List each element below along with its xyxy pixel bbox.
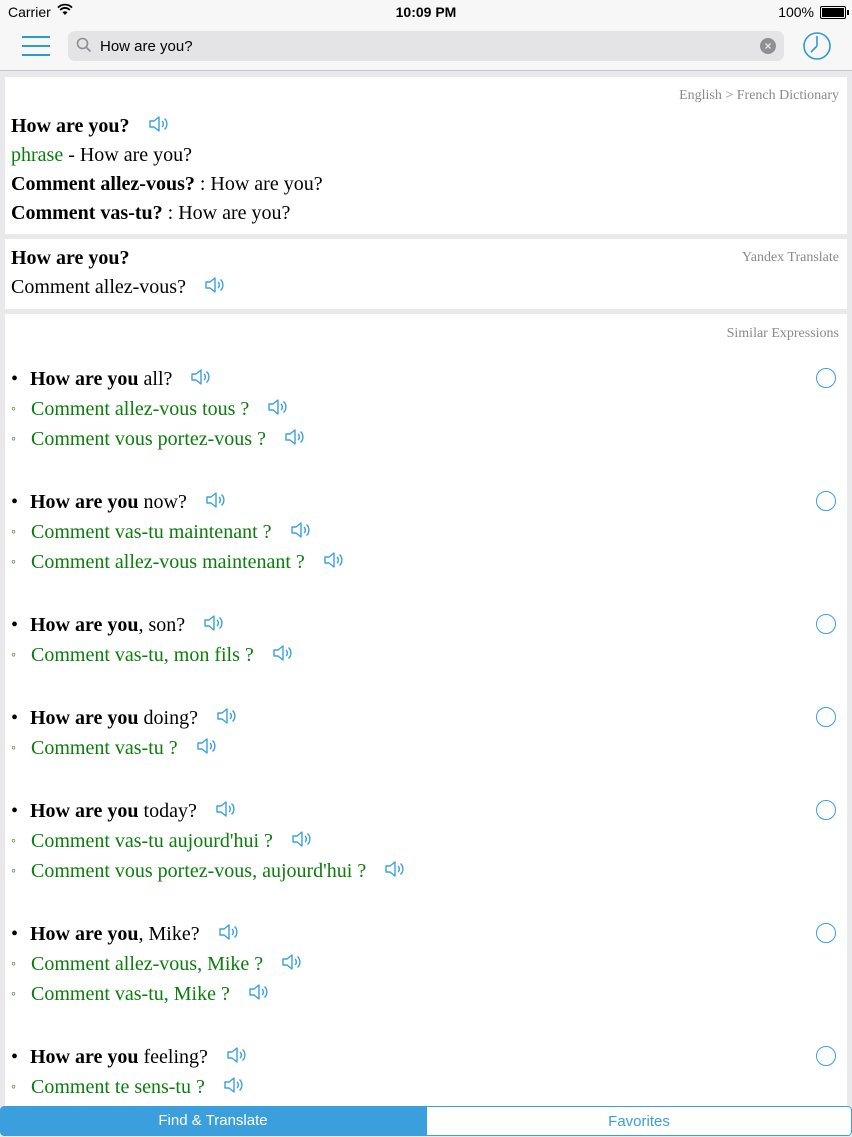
expression-translation [11, 829, 313, 855]
speaker-icon[interactable] [291, 829, 313, 855]
dictionary-entry [11, 201, 290, 225]
favorite-radio[interactable] [816, 1046, 836, 1066]
speaker-icon[interactable] [267, 397, 289, 423]
expression-translation [11, 859, 406, 885]
dictionary-entry-english: : How are you? [194, 173, 323, 195]
bullet: • [11, 707, 19, 729]
similar-expression [11, 490, 227, 516]
expression-rest: doing? [138, 707, 198, 729]
expression-rest: feeling? [138, 1046, 208, 1068]
search-field [68, 31, 784, 61]
expression-translation [11, 952, 303, 978]
dictionary-entry [11, 172, 323, 196]
expression-highlight: How are you [30, 368, 139, 390]
similar-expression [11, 367, 212, 393]
expression-rest: all? [138, 368, 173, 390]
speaker-icon[interactable] [148, 114, 170, 140]
expression-rest: , son? [138, 614, 186, 636]
bullet: • [11, 1046, 19, 1068]
search-bar [0, 24, 852, 71]
speaker-icon[interactable] [226, 1045, 248, 1071]
translate-original: How are you? [11, 247, 130, 269]
expression-translation [11, 643, 294, 669]
tab-find-translate[interactable]: Find & Translate [0, 1106, 426, 1136]
speaker-icon[interactable] [203, 613, 225, 639]
translate-card [5, 239, 847, 309]
similar-expression [11, 613, 225, 639]
expression-highlight: How are you [30, 614, 139, 636]
bullet: • [11, 614, 19, 636]
carrier-label: Carrier [8, 4, 51, 20]
sub-bullet: ◦ [11, 957, 16, 973]
bullet: • [11, 800, 19, 822]
sub-bullet: ◦ [11, 525, 16, 541]
tab-bar [0, 1106, 852, 1136]
translate-result-row [11, 275, 226, 301]
sub-bullet: ◦ [11, 834, 16, 850]
translation-text: Comment vas-tu aujourd'hui ? [31, 830, 273, 852]
speaker-icon[interactable] [218, 922, 240, 948]
translation-text: Comment vas-tu, mon fils ? [31, 644, 254, 666]
tab-favorites[interactable]: Favorites [426, 1106, 852, 1136]
sub-bullet: ◦ [11, 555, 16, 571]
speaker-icon[interactable] [190, 367, 212, 393]
expression-highlight: How are you [30, 1046, 139, 1068]
sub-bullet: ◦ [11, 648, 16, 664]
clock-time: 10:09 PM [395, 4, 457, 20]
dictionary-headword-row [11, 114, 170, 140]
similar-expression [11, 706, 238, 732]
translation-text: Comment allez-vous, Mike ? [31, 953, 264, 975]
translation-text: Comment te sens-tu ? [31, 1076, 205, 1098]
expression-highlight: How are you [30, 707, 139, 729]
expression-highlight: How are you [30, 491, 139, 513]
speaker-icon[interactable] [204, 275, 226, 301]
similar-expression [11, 799, 237, 825]
speaker-icon[interactable] [290, 520, 312, 546]
translate-original-row [11, 246, 130, 270]
speaker-icon[interactable] [284, 427, 306, 453]
expression-translation [11, 397, 289, 423]
favorite-radio[interactable] [816, 491, 836, 511]
dictionary-entry-french: Comment allez-vous? [11, 173, 195, 195]
translation-text: Comment vas-tu maintenant ? [31, 521, 272, 543]
expression-translation [11, 1075, 245, 1101]
translation-text: Comment vas-tu, Mike ? [31, 983, 230, 1005]
dictionary-source-label: English > French Dictionary [679, 88, 839, 103]
favorite-radio[interactable] [816, 923, 836, 943]
favorite-radio[interactable] [816, 707, 836, 727]
expression-translation [11, 982, 270, 1008]
search-input[interactable] [100, 34, 740, 58]
favorite-radio[interactable] [816, 614, 836, 634]
sub-bullet: ◦ [11, 1080, 16, 1096]
sub-bullet: ◦ [11, 402, 16, 418]
status-bar [0, 0, 852, 24]
bullet: • [11, 923, 19, 945]
battery-percent: 100% [778, 4, 814, 20]
expression-rest: now? [138, 491, 187, 513]
clock-icon[interactable] [802, 31, 832, 66]
battery-icon [820, 6, 846, 19]
bullet: • [11, 368, 19, 390]
speaker-icon[interactable] [216, 706, 238, 732]
sub-bullet: ◦ [11, 432, 16, 448]
dictionary-pos-row [11, 143, 192, 167]
search-icon [76, 37, 92, 58]
similar-expression [11, 922, 240, 948]
expression-highlight: How are you [30, 923, 139, 945]
dictionary-card [5, 77, 847, 234]
expression-translation [11, 736, 218, 762]
sub-bullet: ◦ [11, 864, 16, 880]
bullet: • [11, 491, 19, 513]
expression-translation [11, 520, 312, 546]
favorite-radio[interactable] [816, 800, 836, 820]
expression-rest: today? [138, 800, 197, 822]
expression-highlight: How are you [30, 800, 139, 822]
pos-definition: - How are you? [63, 144, 193, 166]
speaker-icon[interactable] [272, 643, 294, 669]
translation-text: Comment vous portez-vous, aujourd'hui ? [31, 860, 367, 882]
dictionary-entry-english: : How are you? [162, 202, 291, 224]
favorite-radio[interactable] [816, 368, 836, 388]
expression-translation [11, 550, 345, 576]
speaker-icon[interactable] [281, 952, 303, 978]
similar-expressions-card [5, 314, 847, 1106]
translation-text: Comment vas-tu ? [31, 737, 178, 759]
sub-bullet: ◦ [11, 741, 16, 757]
expression-rest: , Mike? [138, 923, 200, 945]
hamburger-menu-icon[interactable] [22, 34, 50, 56]
translation-text: Comment allez-vous tous ? [31, 398, 250, 420]
translate-result: Comment allez-vous? [11, 276, 186, 298]
translate-source-label: Yandex Translate [742, 250, 839, 265]
speaker-icon[interactable] [205, 490, 227, 516]
similar-source-label: Similar Expressions [726, 326, 839, 341]
dictionary-headword: How are you? [11, 115, 130, 137]
dictionary-entry-french: Comment vas-tu? [11, 202, 163, 224]
speaker-icon[interactable] [215, 799, 237, 825]
speaker-icon[interactable] [323, 550, 345, 576]
part-of-speech: phrase [11, 144, 64, 166]
speaker-icon[interactable] [223, 1075, 245, 1101]
clear-icon[interactable]: × [760, 38, 776, 54]
speaker-icon[interactable] [248, 982, 270, 1008]
similar-expression [11, 1045, 248, 1071]
expression-translation [11, 427, 306, 453]
translation-text: Comment allez-vous maintenant ? [31, 551, 305, 573]
speaker-icon[interactable] [384, 859, 406, 885]
sub-bullet: ◦ [11, 987, 16, 1003]
speaker-icon[interactable] [196, 736, 218, 762]
translation-text: Comment vous portez-vous ? [31, 428, 266, 450]
